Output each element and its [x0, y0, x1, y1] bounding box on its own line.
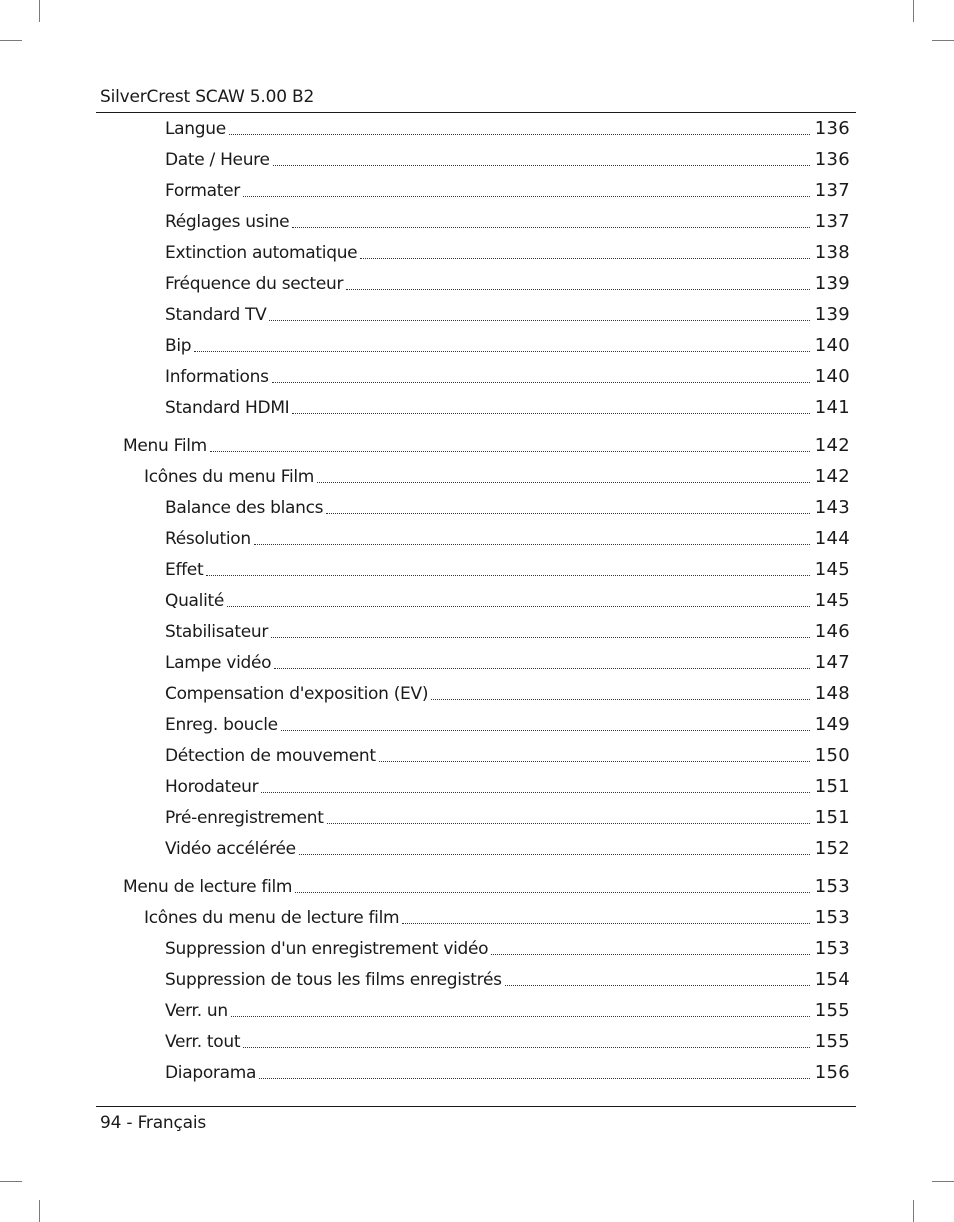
toc-entry: [165, 620, 850, 644]
toc-entry-page: 153: [814, 938, 850, 959]
toc-entry-label: Détection de mouvement: [165, 746, 376, 766]
toc-entry-page: 151: [814, 776, 850, 797]
dot-leader: [271, 636, 810, 638]
toc-entry: [165, 806, 850, 830]
toc-entry-page: 155: [814, 1031, 850, 1052]
toc-entry-label: Langue: [165, 119, 226, 139]
toc-entry: [165, 496, 850, 520]
toc-entry-page: 155: [814, 1000, 850, 1021]
dot-leader: [505, 984, 810, 986]
toc-entry-label: Réglages usine: [165, 212, 290, 232]
toc-entry-page: 144: [814, 528, 850, 549]
toc-entry: [123, 875, 850, 899]
toc-entry-page: 152: [814, 838, 850, 859]
page-header: SilverCrest SCAW 5.00 B2: [100, 87, 315, 107]
toc-entry: [165, 272, 850, 296]
toc-entry: [165, 334, 850, 358]
dot-leader: [431, 698, 810, 700]
toc-entry-page: 147: [814, 652, 850, 673]
toc-entry-label: Résolution: [165, 529, 251, 549]
toc-entry: [144, 465, 850, 489]
footer-rule: [96, 1106, 856, 1107]
toc-entry-page: 154: [814, 969, 850, 990]
toc-entry: [123, 434, 850, 458]
toc-entry-page: 142: [814, 435, 850, 456]
toc-entry: [165, 179, 850, 203]
toc-entry-label: Diaporama: [165, 1063, 257, 1083]
toc-entry-label: Enreg. boucle: [165, 715, 278, 735]
toc-entry: [144, 906, 850, 930]
toc-entry: [165, 682, 850, 706]
toc-entry: [165, 713, 850, 737]
toc-entry-label: Formater: [165, 181, 240, 201]
dot-leader: [360, 257, 809, 259]
toc-entry: [165, 1061, 850, 1085]
dot-leader: [269, 319, 809, 321]
toc-entry-page: 139: [814, 304, 850, 325]
toc-entry: [165, 968, 850, 992]
dot-leader: [299, 853, 810, 855]
toc-entry-page: 138: [814, 242, 850, 263]
toc-entry: [165, 303, 850, 327]
toc-entry: [165, 527, 850, 551]
toc-entry-label: Extinction automatique: [165, 243, 358, 263]
toc-entry-label: Pré-enregistrement: [165, 808, 324, 828]
dot-leader: [326, 512, 810, 514]
toc-entry-label: Horodateur: [165, 777, 259, 797]
toc-entry-page: 156: [814, 1062, 850, 1083]
toc-entry: [165, 999, 850, 1023]
toc-entry-label: Icônes du menu de lecture film: [144, 908, 400, 928]
toc-entry-page: 146: [814, 621, 850, 642]
toc-entry-page: 137: [814, 211, 850, 232]
dot-leader: [379, 760, 810, 762]
dot-leader: [194, 350, 809, 352]
toc-entry-page: 136: [814, 149, 850, 170]
toc-entry-page: 148: [814, 683, 850, 704]
toc-entry: [165, 775, 850, 799]
toc-entry-label: Bip: [165, 336, 192, 356]
toc-entry-page: 150: [814, 745, 850, 766]
toc-entry-label: Compensation d'exposition (EV): [165, 684, 429, 704]
toc-entry-page: 142: [814, 466, 850, 487]
dot-leader: [261, 791, 809, 793]
page-footer: 94 - Français: [100, 1113, 207, 1133]
dot-leader: [274, 667, 809, 669]
toc-entry: [165, 651, 850, 675]
toc-entry-page: 140: [814, 366, 850, 387]
dot-leader: [254, 543, 810, 545]
dot-leader: [210, 450, 810, 452]
toc-entry-label: Standard TV: [165, 305, 267, 325]
toc-entry-label: Menu Film: [123, 436, 207, 456]
dot-leader: [491, 953, 809, 955]
dot-leader: [231, 1015, 810, 1017]
toc-entry-label: Standard HDMI: [165, 398, 290, 418]
toc-entry-page: 143: [814, 497, 850, 518]
toc-entry-label: Balance des blancs: [165, 498, 324, 518]
toc-entry-label: Icônes du menu Film: [144, 467, 315, 487]
toc-entry-page: 136: [814, 118, 850, 139]
dot-leader: [227, 605, 810, 607]
toc-entry: [165, 837, 850, 861]
dot-leader: [281, 729, 810, 731]
dot-leader: [229, 133, 810, 135]
toc-entry-label: Suppression d'un enregistrement vidéo: [165, 939, 489, 959]
toc-entry-label: Menu de lecture film: [123, 877, 293, 897]
toc-entry-label: Fréquence du secteur: [165, 274, 344, 294]
toc-entry-label: Effet: [165, 560, 204, 580]
toc-entry-page: 145: [814, 559, 850, 580]
dot-leader: [243, 195, 810, 197]
toc-entry: [165, 744, 850, 768]
toc-entry-page: 145: [814, 590, 850, 611]
toc-entry: [165, 117, 850, 141]
dot-leader: [273, 164, 810, 166]
toc-entry-page: 149: [814, 714, 850, 735]
toc-entry-label: Stabilisateur: [165, 622, 269, 642]
toc-entry-label: Vidéo accélérée: [165, 839, 296, 859]
dot-leader: [346, 288, 810, 290]
toc-entry: [165, 148, 850, 172]
toc-entry-page: 139: [814, 273, 850, 294]
dot-leader: [295, 891, 810, 893]
toc-entry: [165, 241, 850, 265]
dot-leader: [259, 1077, 810, 1079]
toc-entry-label: Verr. un: [165, 1001, 228, 1021]
dot-leader: [292, 226, 809, 228]
toc-entry: [165, 210, 850, 234]
dot-leader: [272, 381, 810, 383]
toc-entry: [165, 1030, 850, 1054]
toc-entry-page: 137: [814, 180, 850, 201]
toc-entry-label: Informations: [165, 367, 269, 387]
toc-entry: [165, 365, 850, 389]
toc-entry-page: 153: [814, 876, 850, 897]
toc-entry-page: 140: [814, 335, 850, 356]
toc-entry: [165, 396, 850, 420]
toc-entry-label: Date / Heure: [165, 150, 270, 170]
dot-leader: [402, 922, 809, 924]
toc-entry: [165, 558, 850, 582]
toc-entry-label: Verr. tout: [165, 1032, 241, 1052]
dot-leader: [243, 1046, 810, 1048]
toc-entry: [165, 589, 850, 613]
toc-entry-label: Lampe vidéo: [165, 653, 272, 673]
dot-leader: [327, 822, 810, 824]
toc-entry-page: 153: [814, 907, 850, 928]
dot-leader: [317, 481, 810, 483]
toc-entry-page: 141: [814, 397, 850, 418]
dot-leader: [206, 574, 809, 576]
toc-entry-label: Suppression de tous les films enregistrés: [165, 970, 502, 990]
toc-entry-page: 151: [814, 807, 850, 828]
dot-leader: [292, 412, 809, 414]
toc-entry-label: Qualité: [165, 591, 225, 611]
toc-entry: [165, 937, 850, 961]
